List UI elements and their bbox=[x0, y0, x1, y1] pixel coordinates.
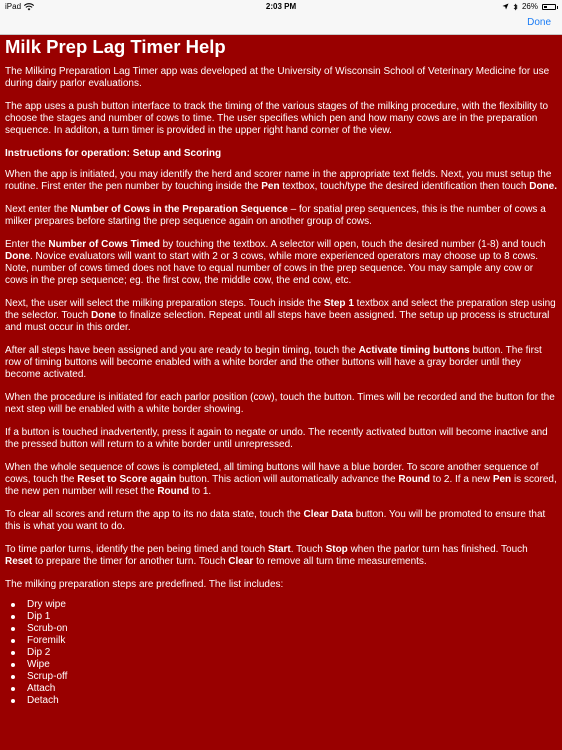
bluetooth-icon bbox=[513, 3, 518, 11]
steps-list bbox=[9, 599, 557, 707]
battery-percent: 26% bbox=[521, 2, 538, 11]
procedure-paragraph: When the procedure is initiated for each parlor position (cow), touch the button. Times will be recorded and the button for the next step will be enabled with a white border showing. bbox=[5, 392, 555, 415]
device-label: iPad bbox=[5, 2, 22, 11]
help-content[interactable] bbox=[5, 36, 557, 707]
list-item: Detach bbox=[9, 695, 557, 707]
intro-paragraph-1: The Milking Preparation Lag Timer app was developed at the University of Wisconsin School of Veterinary Medicine for use during dairy parlor evaluations. bbox=[5, 66, 550, 89]
list-item: Scrup-off bbox=[9, 671, 557, 683]
location-arrow-icon bbox=[502, 3, 509, 10]
battery-fill bbox=[544, 6, 547, 8]
instructions-heading: Instructions for operation: Setup and Scoring bbox=[5, 148, 222, 159]
nav-bar bbox=[0, 13, 562, 35]
steps-intro: The milking preparation steps are predefined. The list includes: bbox=[5, 579, 284, 590]
cows-sequence-paragraph: Next enter the Number of Cows in the Preparation Sequence – for spatial prep sequences, this is the number of cows a milker prepares before starting the prep sequence again on another group of cows. bbox=[5, 204, 546, 227]
cows-timed-paragraph: Enter the Number of Cows Timed by touching the textbox. A selector will open, touch the desired number (1-8) and touch Done. Novice evaluators will want to start with 2 or 3 cows, while more experienced operators may choose up to 8 cows. Note, number of cows timed does not have to equal number of cows in the prep sequence. You may sample any cow or cows in the prep sequence; eg. the first cow, the middle cow, the end cow, etc. bbox=[5, 239, 546, 286]
list-item: Wipe bbox=[9, 659, 557, 671]
list-item: Scrub-on bbox=[9, 623, 557, 635]
sequence-paragraph: When the whole sequence of cows is completed, all timing buttons will have a blue border. To score another sequence of cows, touch the Reset to Score again button. This action will automatically advance the Round to 2. If a new Pen is scored, the new pen number will reset the Round to 1. bbox=[5, 462, 557, 497]
undo-paragraph: If a button is touched inadvertently, press it again to negate or undo. The recently activated button will become inactive and the pressed button will return to a white border until unrepressed. bbox=[5, 427, 548, 450]
list-item: Attach bbox=[9, 683, 557, 695]
list-item: Dip 1 bbox=[9, 611, 557, 623]
page-title: Milk Prep Lag Timer Help bbox=[5, 36, 226, 57]
status-right bbox=[502, 2, 556, 11]
status-bar bbox=[0, 0, 562, 13]
setup-paragraph: When the app is initiated, you may identify the herd and scorer name in the appropriate text fields. Next, you must setup the routine. First enter the pen number by touching inside the Pen textbox, touch/type the desired identification then touch Done. bbox=[5, 169, 557, 192]
list-item: Dip 2 bbox=[9, 647, 557, 659]
list-item: Foremilk bbox=[9, 635, 557, 647]
status-time: 2:03 PM bbox=[265, 2, 297, 11]
clear-paragraph: To clear all scores and return the app to its no data state, touch the Clear Data button. You will be promoted to ensure that this is what you want to do. bbox=[5, 509, 546, 532]
intro-paragraph-2: The app uses a push button interface to track the timing of the various stages of the milking procedure, with the flexibility to choose the stages and number of cows to time. The user specifies which pen and how many cows are in the preparation sequence. In additon, a turn timer is provided in the upper right hand corner of the view. bbox=[5, 101, 549, 136]
list-item: Dry wipe bbox=[9, 599, 557, 611]
steps-paragraph: Next, the user will select the milking preparation steps. Touch inside the Step 1 textbox and select the preparation step using the selector. Touch Done to finalize selection. Repeat until all steps have been assigned. The setup up process is structural and must occur in this order. bbox=[5, 298, 556, 333]
done-button[interactable]: Done bbox=[527, 17, 551, 28]
activate-paragraph: After all steps have been assigned and you are ready to begin timing, touch the Activate timing buttons button. The first row of timing buttons will become enabled with a white border and the other buttons will have a gray border until they become activated. bbox=[5, 345, 542, 380]
battery-icon bbox=[542, 4, 556, 10]
turns-paragraph: To time parlor turns, identify the pen being timed and touch Start. Touch Stop when the parlor turn has finished. Touch Reset to prepare the timer for another turn. Touch Clear to remove all turn time measurements. bbox=[5, 544, 528, 567]
